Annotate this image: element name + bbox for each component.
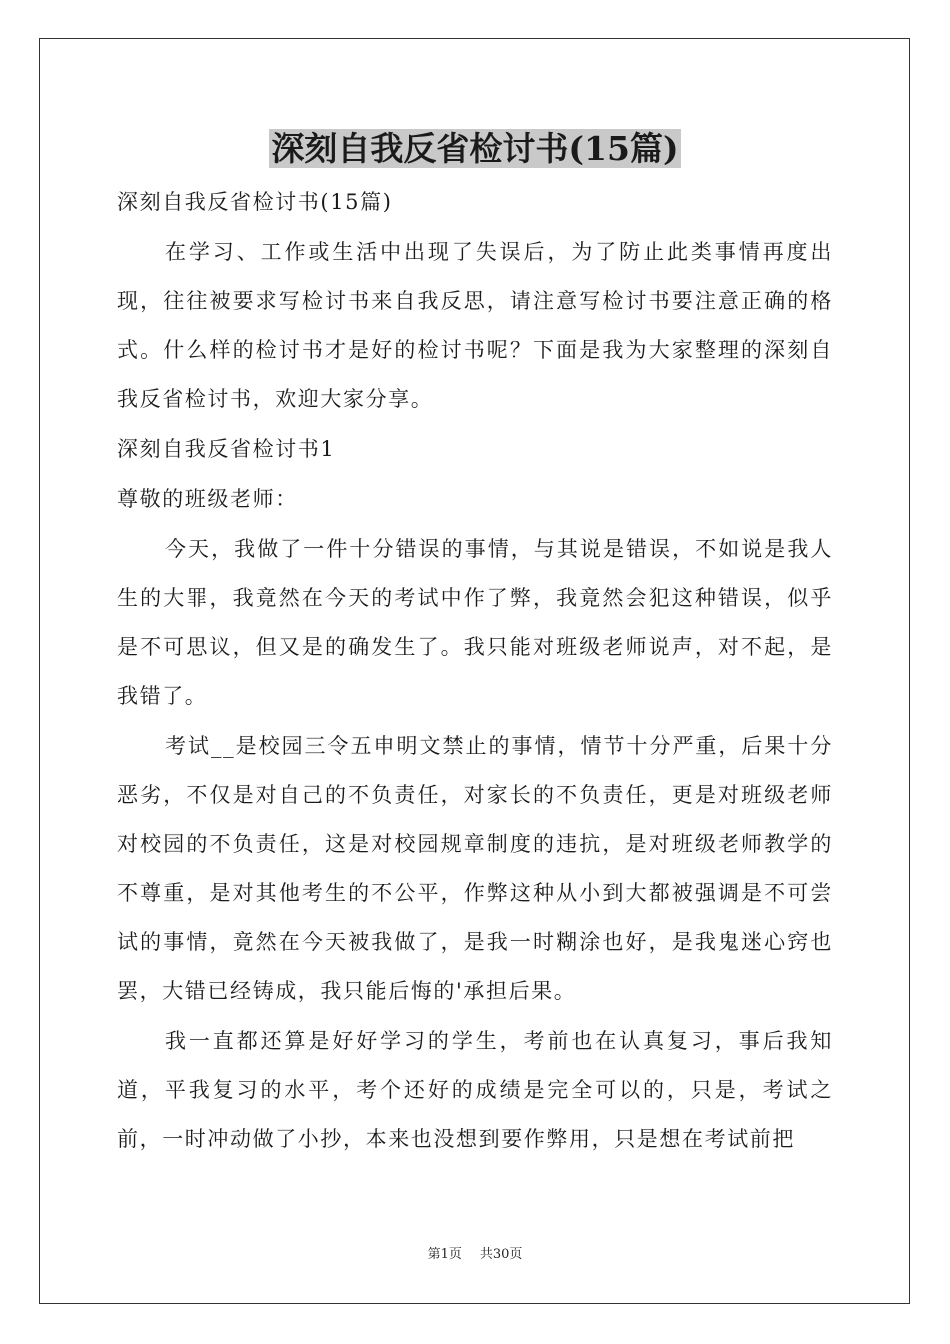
body-paragraph-3: 我一直都还算是好好学习的学生，考前也在认真复习，事后我知道，平我复习的水平，考个还好的成绩是完全可以的，只是，考试之前，一时冲动做了小抄，本来也没想到要作弊用，只是想在考试前把: [117, 1029, 833, 1151]
intro-paragraph: 在学习、工作或生活中出现了失误后，为了防止此类事情再度出现，往往被要求写检讨书来自我反思，请注意写检讨书要注意正确的格式。什么样的检讨书才是好的检讨书呢？下面是我为大家整理的深刻自我反省检讨书，欢迎大家分享。: [117, 240, 833, 411]
document-body: [117, 178, 833, 1164]
page-footer: [0, 1245, 950, 1265]
section-heading: 深刻自我反省检讨书1: [117, 437, 336, 461]
document-subtitle: 深刻自我反省检讨书(15篇): [117, 190, 393, 214]
document-title: [0, 126, 950, 172]
body-paragraph-2: 考试__是校园三令五申明文禁止的事情，情节十分严重，后果十分恶劣，不仅是对自己的不负责任，对家长的不负责任，更是对班级老师对校园的不负责任，这是对校园规章制度的违抗，是对班级老师教学的不尊重，是对其他考生的不公平，作弊这种从小到大都被强调是不可尝试的事情，竟然在今天被我做了，是我一时糊涂也好，是我鬼迷心窍也罢，大错已经铸成，我只能后悔的'承担后果。: [117, 734, 833, 1003]
body-paragraph-1: 今天，我做了一件十分错误的事情，与其说是错误，不如说是我人生的大罪，我竟然在今天的考试中作了弊，我竟然会犯这种错误，似乎是不可思议，但又是的确发生了。我只能对班级老师说声，对不起，是我错了。: [117, 537, 833, 708]
page-number: 第1页: [427, 1247, 462, 1262]
salutation: 尊敬的班级老师：: [117, 487, 298, 511]
page-total: 共30页: [479, 1247, 523, 1262]
document-title-text: 深刻自我反省检讨书(15篇): [271, 129, 679, 168]
